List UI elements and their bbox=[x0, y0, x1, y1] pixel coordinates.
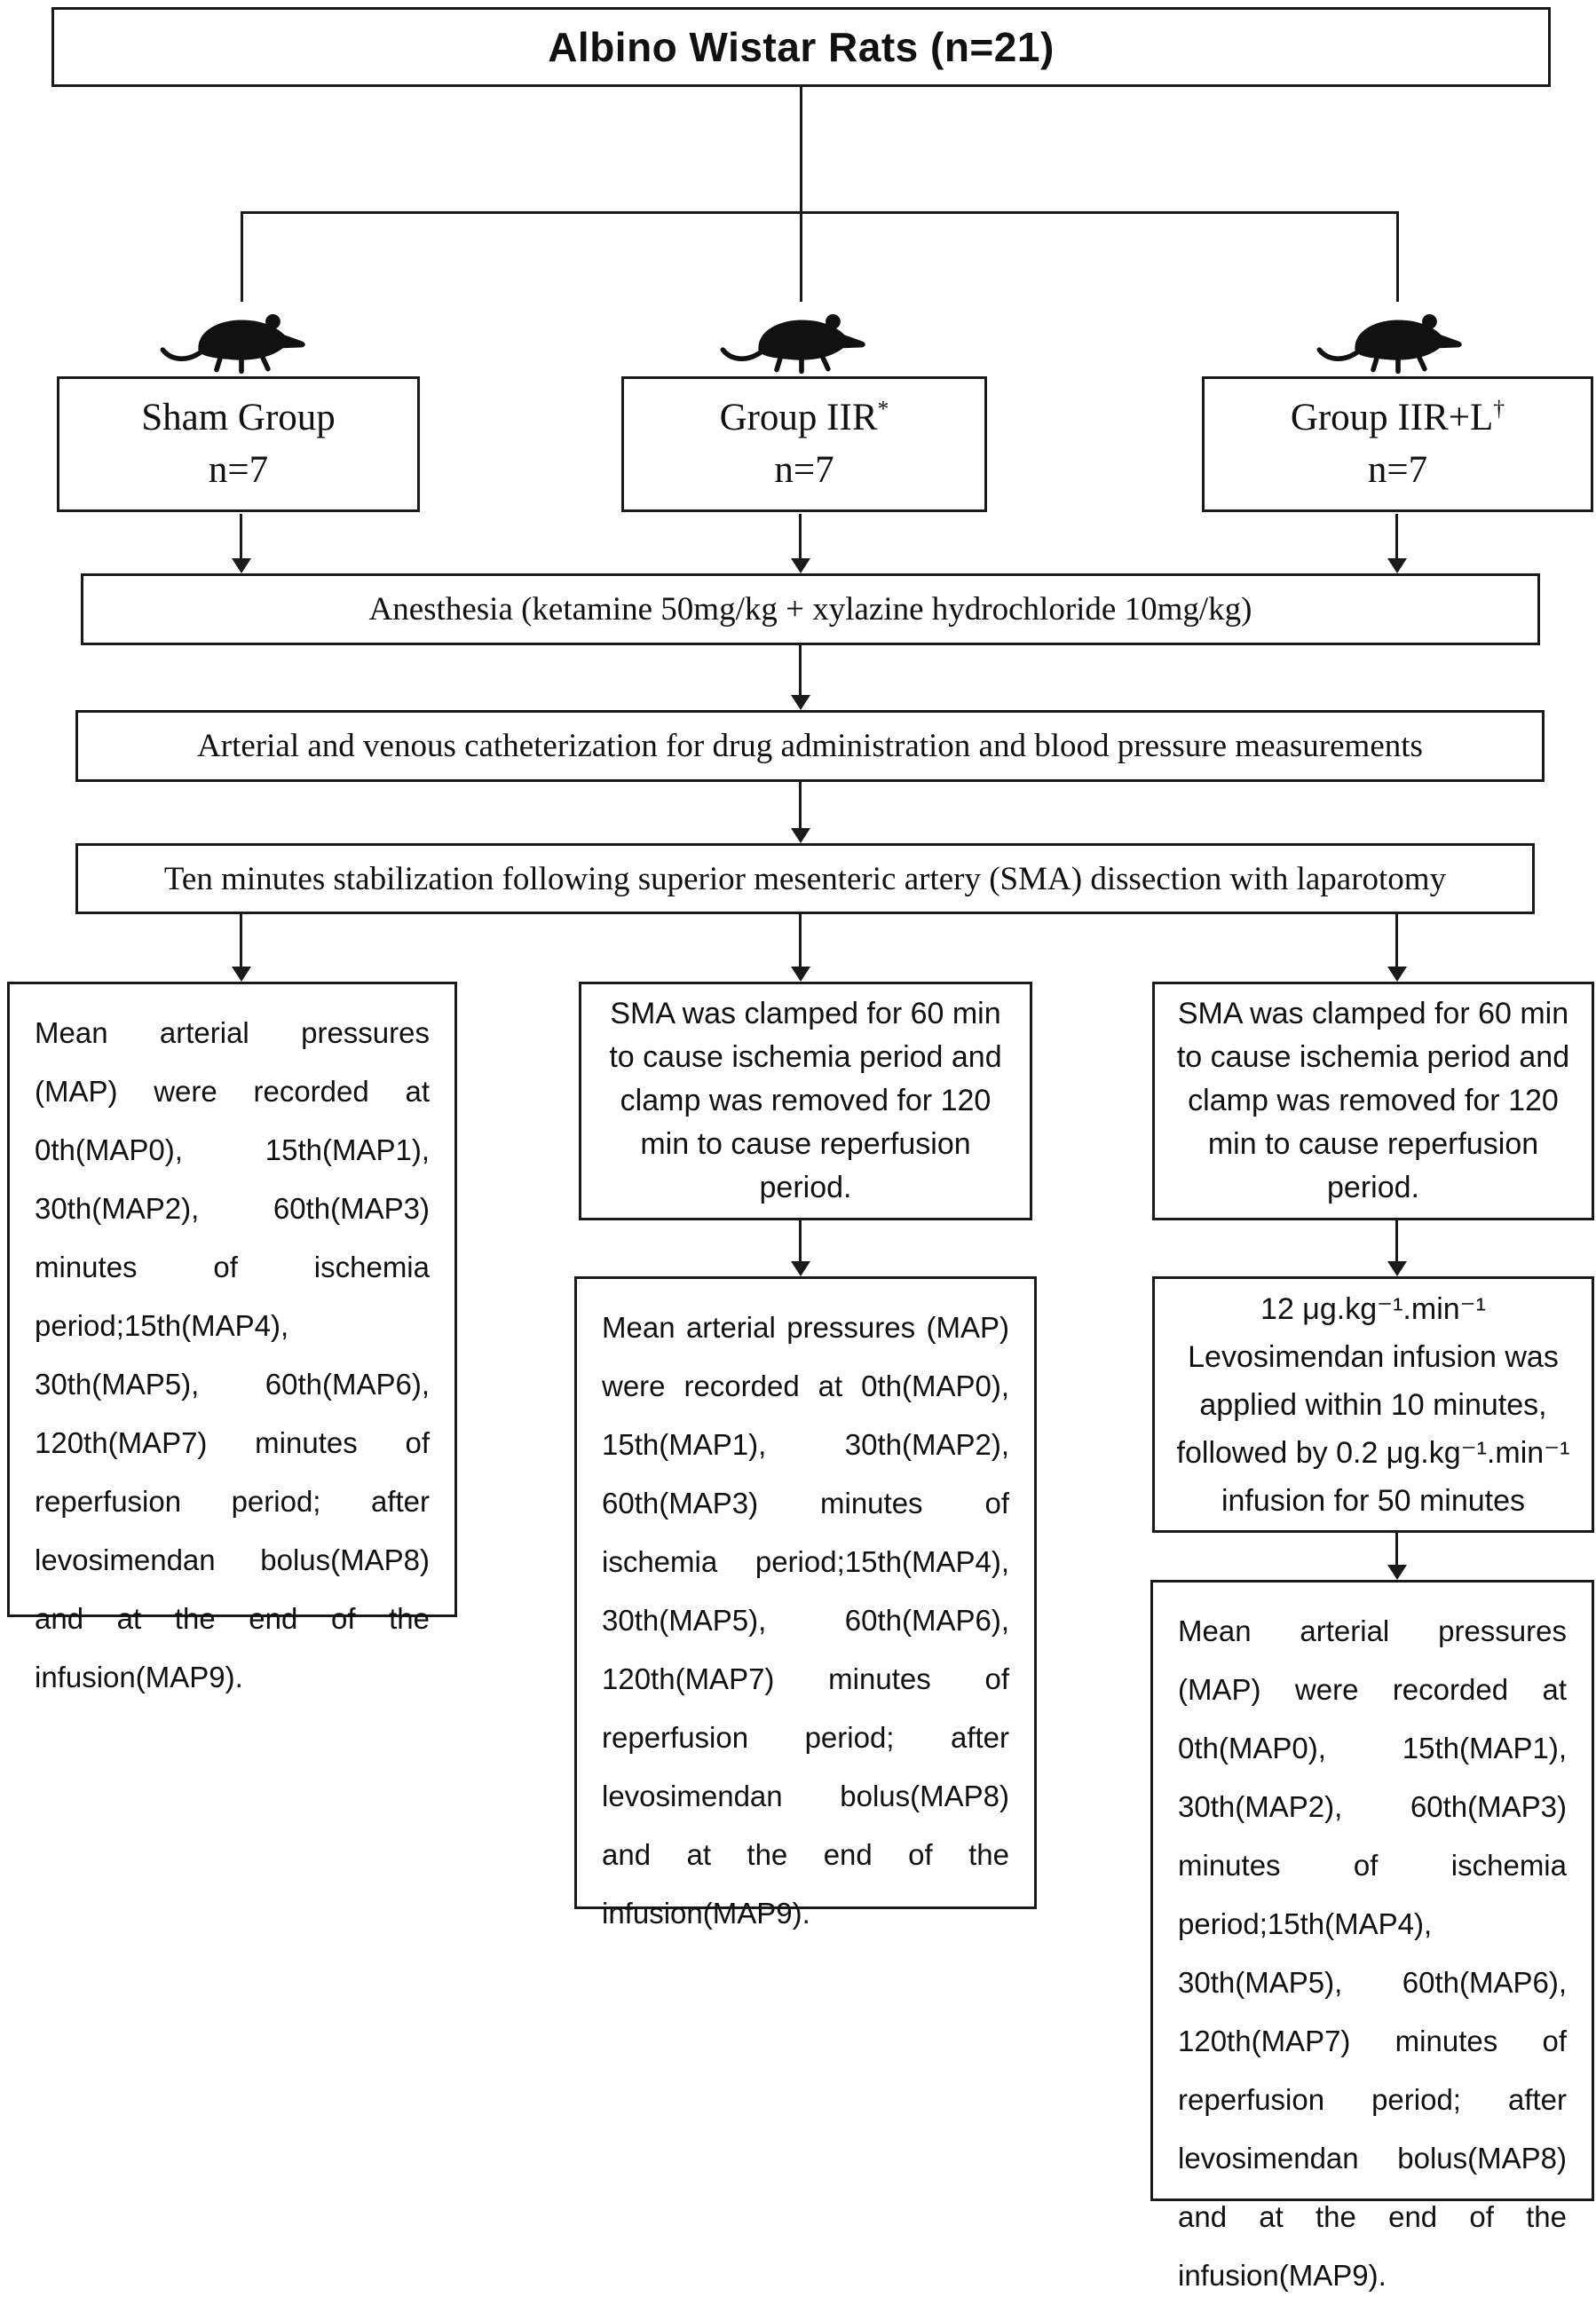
arrow-down-icon bbox=[1395, 1220, 1398, 1261]
group-n: n=7 bbox=[208, 448, 269, 491]
arrow-down-icon bbox=[1395, 1533, 1398, 1565]
iir-map-box: Mean arterial pressures (MAP) were recorded at 0th(MAP0), 15th(MAP1), 30th(MAP2), 60th(MAP3) minutes of ischemia period;15th(MAP4), 30th(MAP5), 60th(MAP6), 120th(MAP7) minutes of reperfusion period; after levosimendan bolus(MAP8) and at the end of the infusion(MAP9). bbox=[574, 1276, 1037, 1909]
catheterization-text: Arterial and venous catheterization for drug administration and blood pressure measurements bbox=[197, 728, 1423, 764]
group-n: n=7 bbox=[1367, 448, 1428, 491]
rat-silhouette-icon bbox=[157, 302, 326, 376]
arrow-down-icon bbox=[1395, 514, 1398, 558]
group-box-iir bbox=[621, 376, 987, 512]
rat-silhouette-icon bbox=[717, 302, 886, 376]
arrow-down-icon bbox=[799, 914, 802, 967]
arrow-down-icon bbox=[799, 645, 802, 695]
anesthesia-text: Anesthesia (ketamine 50mg/kg + xylazine hydrochloride 10mg/kg) bbox=[368, 591, 1252, 628]
arrow-down-icon bbox=[1395, 914, 1398, 967]
group-box-iir-l bbox=[1202, 376, 1593, 512]
iir-l-clamp-box bbox=[1152, 982, 1594, 1220]
connector-line bbox=[800, 211, 802, 302]
iir-l-clamp-text: SMA was clamped for 60 min to cause ischemia period and clamp was removed for 120 min to cause reperfusion period. bbox=[1176, 997, 1570, 1204]
connector-line bbox=[241, 211, 1399, 214]
iir-clamp-box bbox=[579, 982, 1032, 1220]
iir-clamp-text: SMA was clamped for 60 min to cause ischemia period and clamp was removed for 120 min to cause reperfusion period. bbox=[609, 997, 1002, 1204]
title-box bbox=[51, 7, 1551, 87]
arrow-down-icon bbox=[799, 1220, 802, 1261]
iir-l-map-box: Mean arterial pressures (MAP) were recorded at 0th(MAP0), 15th(MAP1), 30th(MAP2), 60th(MAP3) minutes of ischemia period;15th(MAP4), 30th(MAP5), 60th(MAP6), 120th(MAP7) minutes of reperfusion period; after levosimendan bolus(MAP8) and at the end of the infusion(MAP9). bbox=[1150, 1580, 1594, 2201]
arrow-down-icon bbox=[799, 782, 802, 828]
levosimendan-infusion-box bbox=[1152, 1276, 1594, 1533]
group-sup: * bbox=[877, 396, 889, 422]
title-text: Albino Wistar Rats (n=21) bbox=[548, 24, 1055, 70]
connector-line bbox=[1396, 211, 1399, 302]
stabilization-text: Ten minutes stabilization following superior mesenteric artery (SMA) dissection with laparotomy bbox=[163, 860, 1447, 897]
sham-map-box: Mean arterial pressures (MAP) were recorded at 0th(MAP0), 15th(MAP1), 30th(MAP2), 60th(MAP3) minutes of ischemia period;15th(MAP4), 30th(MAP5), 60th(MAP6), 120th(MAP7) minutes of reperfusion period; after levosimendan bolus(MAP8) and at the end of the infusion(MAP9). bbox=[7, 982, 457, 1617]
group-sup: † bbox=[1493, 396, 1505, 422]
anesthesia-box bbox=[81, 573, 1540, 645]
group-name: Sham Group bbox=[141, 397, 336, 439]
group-n: n=7 bbox=[774, 448, 834, 491]
connector-line bbox=[800, 87, 802, 211]
connector-line bbox=[241, 211, 243, 302]
arrow-down-icon bbox=[240, 914, 242, 967]
group-name: Group IIR bbox=[719, 397, 878, 439]
catheterization-box bbox=[75, 710, 1545, 782]
group-name: Group IIR+L bbox=[1290, 397, 1494, 439]
levosimendan-text: 12 μg.kg⁻¹.min⁻¹ Levosimendan infusion was applied within 10 minutes, followed by 0.2 μg.kg⁻¹.min⁻¹ infusion for 50 minutes bbox=[1176, 1291, 1570, 1518]
stabilization-box bbox=[75, 843, 1535, 914]
rat-silhouette-icon bbox=[1314, 302, 1482, 376]
arrow-down-icon bbox=[799, 514, 802, 558]
group-box-sham bbox=[57, 376, 420, 512]
arrow-down-icon bbox=[240, 514, 242, 558]
